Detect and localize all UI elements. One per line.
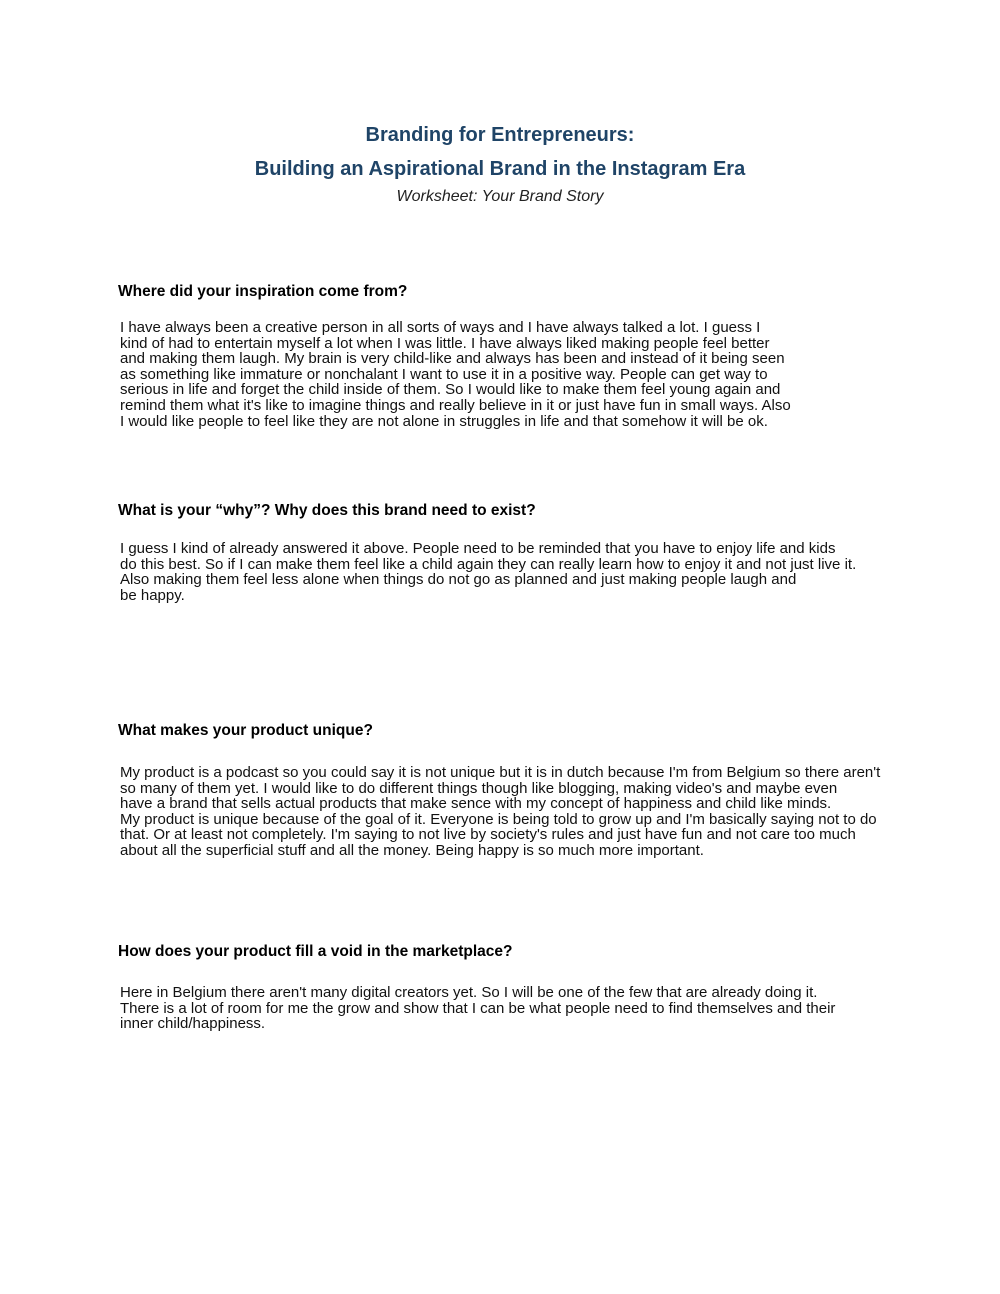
answer-line: Here in Belgium there aren't many digital creators yet. So I will be one of the few that are already doing it. (120, 984, 818, 1001)
answer-line: serious in life and forget the child inside of them. So I would like to make them feel young again and (120, 381, 781, 399)
question-void: How does your product fill a void in the marketplace? (118, 943, 513, 960)
worksheet-header (0, 118, 1000, 208)
answer-line: do this best. So if I can make them feel like a child again they can really learn how to enjoy it and not just live it. (120, 555, 857, 573)
answer-line: There is a lot of room for me the grow and show that I can be what people need to find themselves and their (120, 999, 836, 1017)
answer-line: My product is a podcast so you could say it is not unique but it is in dutch because I'm from Belgium so there aren't (120, 764, 881, 781)
answer-line: I have always been a creative person in all sorts of ways and I have always talked a lot. I guess I (120, 319, 761, 336)
answer-line: that. Or at least not completely. I'm saying to not live by society's rules and just have fun and not care too much (120, 826, 856, 844)
answer-void (120, 985, 835, 1032)
title-line-2: Building an Aspirational Brand in the Instagram Era (254, 158, 746, 180)
answer-line: kind of had to entertain myself a lot when I was little. I have always liked making people feel better (120, 334, 770, 352)
answer-line: about all the superficial stuff and all the money. Being happy is so much more important. (120, 841, 704, 859)
answer-line: so many of them yet. I would like to do different things though like blogging, making video's and maybe even (120, 779, 838, 797)
answer-line: I would like people to feel like they are not alone in struggles in life and that somehow it will be ok. (120, 412, 768, 430)
answer-line: inner child/happiness. (120, 1015, 266, 1033)
answer-line: as something like immature or nonchalant I want to use it in a positive way. People can get way to (120, 365, 768, 383)
answer-line: have a brand that sells actual products that make sence with my concept of happiness and child like minds. (120, 795, 832, 813)
answer-line: My product is unique because of the goal of it. Everyone is being told to grow up and I'm basically saying not to do (120, 810, 877, 828)
answer-line: remind them what it's like to imagine things and really believe in it or just have fun in small ways. Also (120, 396, 791, 414)
answer-line: Also making them feel less alone when things do not go as planned and just making people laugh and (120, 571, 797, 589)
answer-inspiration (120, 320, 791, 429)
answer-line: be happy. (120, 586, 185, 604)
title-line-1: Branding for Entrepreneurs: (365, 124, 635, 146)
question-unique: What makes your product unique? (118, 722, 373, 739)
answer-why (120, 541, 856, 603)
question-why: What is your “why”? Why does this brand need to exist? (118, 502, 536, 519)
worksheet-subtitle: Worksheet: Your Brand Story (396, 188, 604, 205)
question-inspiration: Where did your inspiration come from? (118, 283, 408, 300)
answer-line: I guess I kind of already answered it above. People need to be reminded that you have to enjoy life and kids (120, 540, 836, 557)
answer-unique (120, 765, 880, 859)
answer-line: and making them laugh. My brain is very child-like and always has been and instead of it being seen (120, 350, 785, 368)
